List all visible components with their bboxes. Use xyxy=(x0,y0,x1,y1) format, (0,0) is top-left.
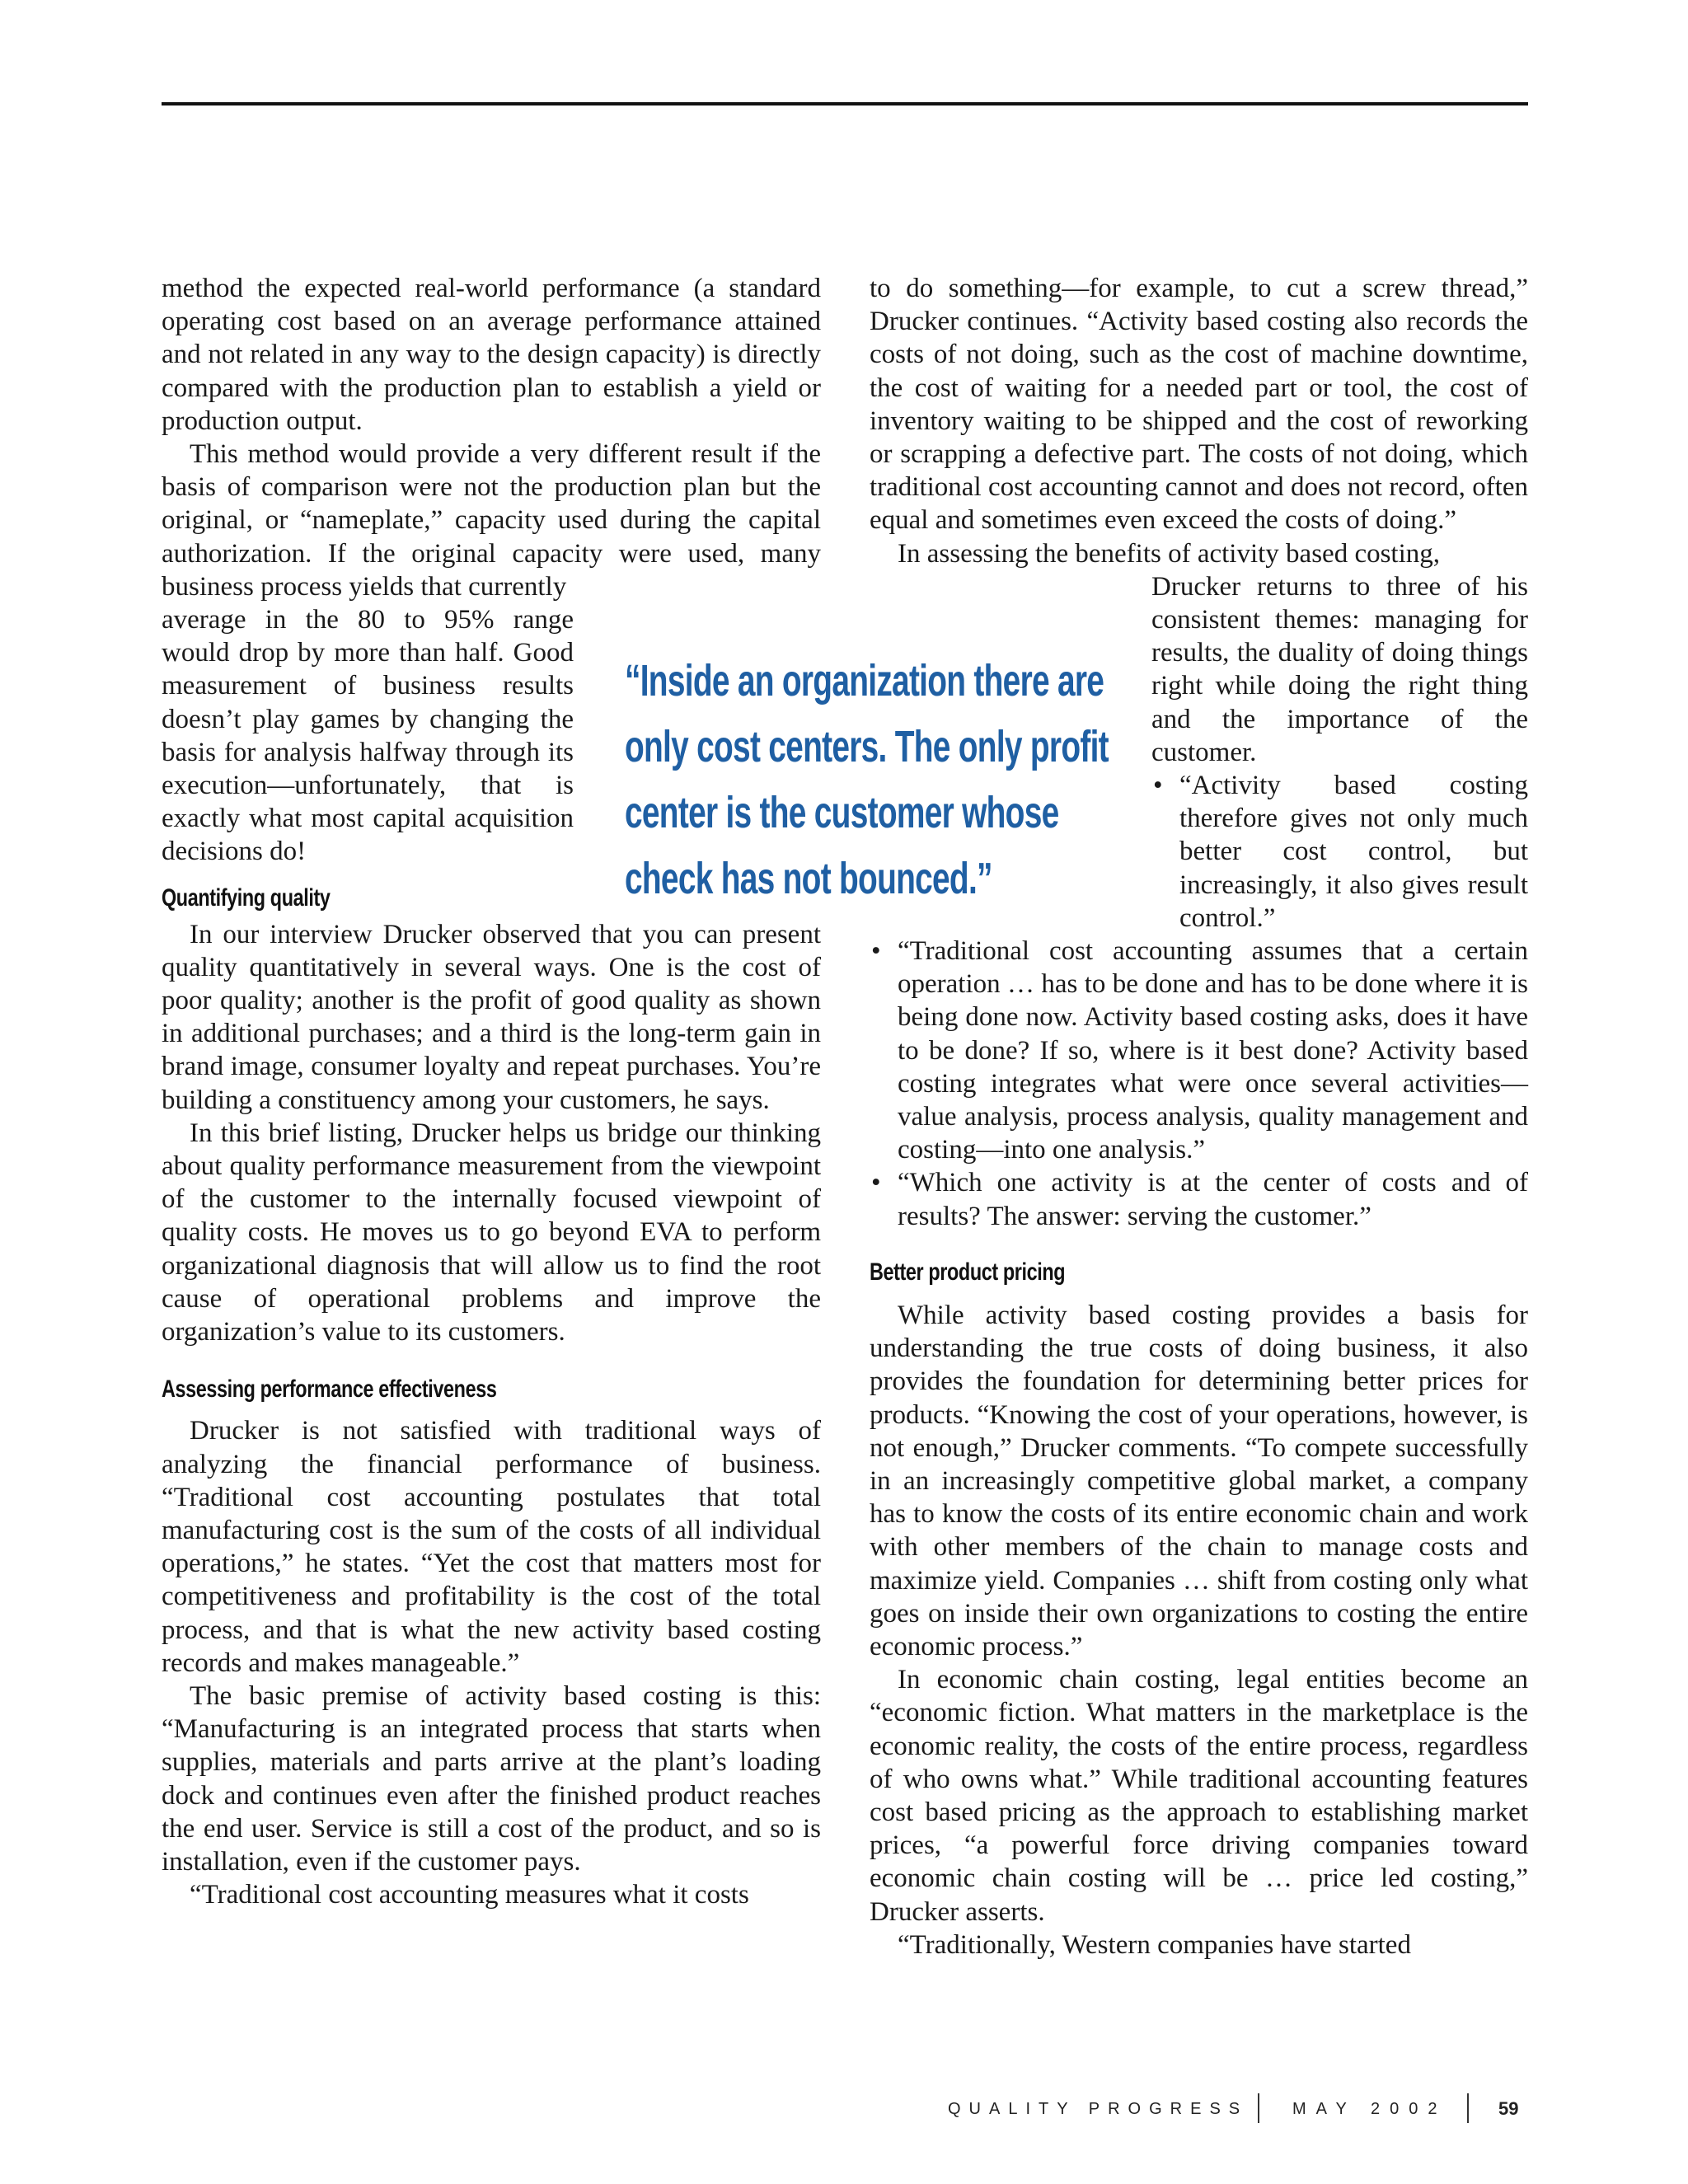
left-paragraph-4: In this brief listing, Drucker helps us bridge our thinking about quality performance measurement from the viewpoint of the customer to the internally focused viewpoint of quality costs. He moves us to go beyond EVA to perform organizational diagnosis that will allow us to find the root cause of operational problems and improve the organization’s value to its customers. xyxy=(162,1118,821,1347)
pull-quote-line-3: center is the customer whose xyxy=(625,788,1059,837)
footer-magazine-name: QUALITY PROGRESS xyxy=(948,2100,1249,2118)
left-column xyxy=(162,272,821,1911)
right-paragraph-2: In assessing the benefits of activity based costing, xyxy=(898,538,1441,569)
left-paragraph-2-continued: average in the 80 to 95% range would drop by more than half. Good measurement of business results doesn’t play games by changing the basis for analysis halfway through its execution—unfortunately, that is exactly what most capital acquisition decisions do! xyxy=(162,605,574,867)
bullet-item-2: • “Traditional cost accounting assumes that a certain operation … has to be done and has to be done where it is being done now. Activity based costing asks, does it have to be done? If so, where is it best done? Activity based costing integrates what were once several activities—value analysis, process analysis, quality management and costing—into one analysis.” xyxy=(870,935,1528,1166)
right-narrow-block xyxy=(1151,570,1528,935)
left-paragraph-2: This method would provide a very different result if the basis of comparison were not the production plan but the original, or “nameplate,” capacity used during the capital authorization. If the original capacity were used, many business process yields that currently xyxy=(162,439,821,602)
page-footer xyxy=(948,2093,1528,2130)
footer-divider xyxy=(1258,2093,1259,2123)
bullet-item-3: • “Which one activity is at the center of costs and of results? The answer: serving the customer.” xyxy=(870,1166,1528,1232)
subhead-better-pricing: Better product pricing xyxy=(870,1258,1066,1286)
right-paragraph-3: While activity based costing provides a basis for understanding the true costs of doing business, it also provides the foundation for determining better prices for products. “Knowing the cost of your operations, however, is not enough,” Drucker comments. “To compete successfully in an increasingly competitive global market, a company has to know the costs of its entire economic chain and work with other members of the chain to manage costs and maximize yield. Companies … shift from costing only what goes on inside their own organizations to costing the entire economic process.” xyxy=(870,1300,1528,1661)
left-paragraph-5: Drucker is not satisfied with traditional ways of analyzing the financial performance of business. “Traditional cost accounting postulates that total manufacturing cost is the sum of the costs of all individual operations,” he states. “Yet the cost that matters most for competitiveness and profitability is the cost of the total process, and that is what the new activity based costing records and makes manageable.” xyxy=(162,1416,821,1678)
right-column xyxy=(870,272,1528,1961)
top-rule xyxy=(162,102,1528,105)
right-paragraph-2-continued: Drucker returns to three of his consistent themes: managing for results, the duality of doing things right while doing the right thing and the importance of the customer. xyxy=(1151,571,1528,767)
page-number: 59 xyxy=(1498,2098,1519,2119)
pull-quote-line-1: “Inside an organization there are xyxy=(625,656,1104,705)
right-paragraph-5: “Traditionally, Western companies have started xyxy=(898,1929,1411,1960)
bullet-list xyxy=(870,935,1528,1233)
pull-quote-line-2: only cost centers. The only profit xyxy=(625,722,1109,771)
left-paragraph-1: method the expected real-world performance (a standard operating cost based on an average performance attained and not related in any way to the design capacity) is directly compared with the production plan to establish a yield or production output. xyxy=(162,274,821,436)
footer-issue-date: MAY 2002 xyxy=(1292,2100,1447,2118)
pull-quote-line-4: check has not bounced.” xyxy=(625,854,992,903)
footer-divider xyxy=(1467,2093,1469,2123)
right-paragraph-4: In economic chain costing, legal entities become an “economic fiction. What matters in the marketplace is the economic reality, the costs of the entire process, regardless of who owns what.” While traditional accounting features cost based pricing as the approach to establishing market prices, “a powerful force driving companies toward economic chain costing will be … price led costing,” Drucker asserts. xyxy=(870,1665,1528,1927)
left-paragraph-3: In our interview Drucker observed that you can present quality quantitatively in several ways. One is the cost of poor quality; another is the profit of good quality as shown in additional purchases; and a third is the long-term gain in brand image, consumer loyalty and repeat purchases. You’re building a constituency among your customers, he says. xyxy=(162,919,821,1115)
subhead-quantifying-quality: Quantifying quality xyxy=(162,883,331,912)
bullet-list-narrow xyxy=(1151,769,1528,935)
left-paragraph-6: The basic premise of activity based costing is this: “Manufacturing is an integrated process that starts when supplies, materials and parts arrive at the plant’s loading dock and continues even after the finished product reaches the end user. Service is still a cost of the product, and so is installation, even if the customer pays. xyxy=(162,1680,821,1877)
left-paragraph-7: “Traditional cost accounting measures what it costs xyxy=(190,1880,749,1910)
bullet-item-1: • “Activity based costing therefore gives not only much better cost control, but increasingly, it also gives result control.” xyxy=(1151,769,1528,935)
subhead-assessing-performance: Assessing performance effectiveness xyxy=(162,1376,497,1404)
right-paragraph-1: to do something—for example, to cut a screw thread,” Drucker continues. “Activity based costing also records the costs of not doing, such as the cost of machine downtime, the cost of waiting for a needed part or tool, the cost of inventory waiting to be shipped and the cost of reworking or scrapping a defective part. The costs of not doing, which traditional cost accounting cannot and does not record, often equal and sometimes even exceed the costs of doing.” xyxy=(870,274,1528,536)
